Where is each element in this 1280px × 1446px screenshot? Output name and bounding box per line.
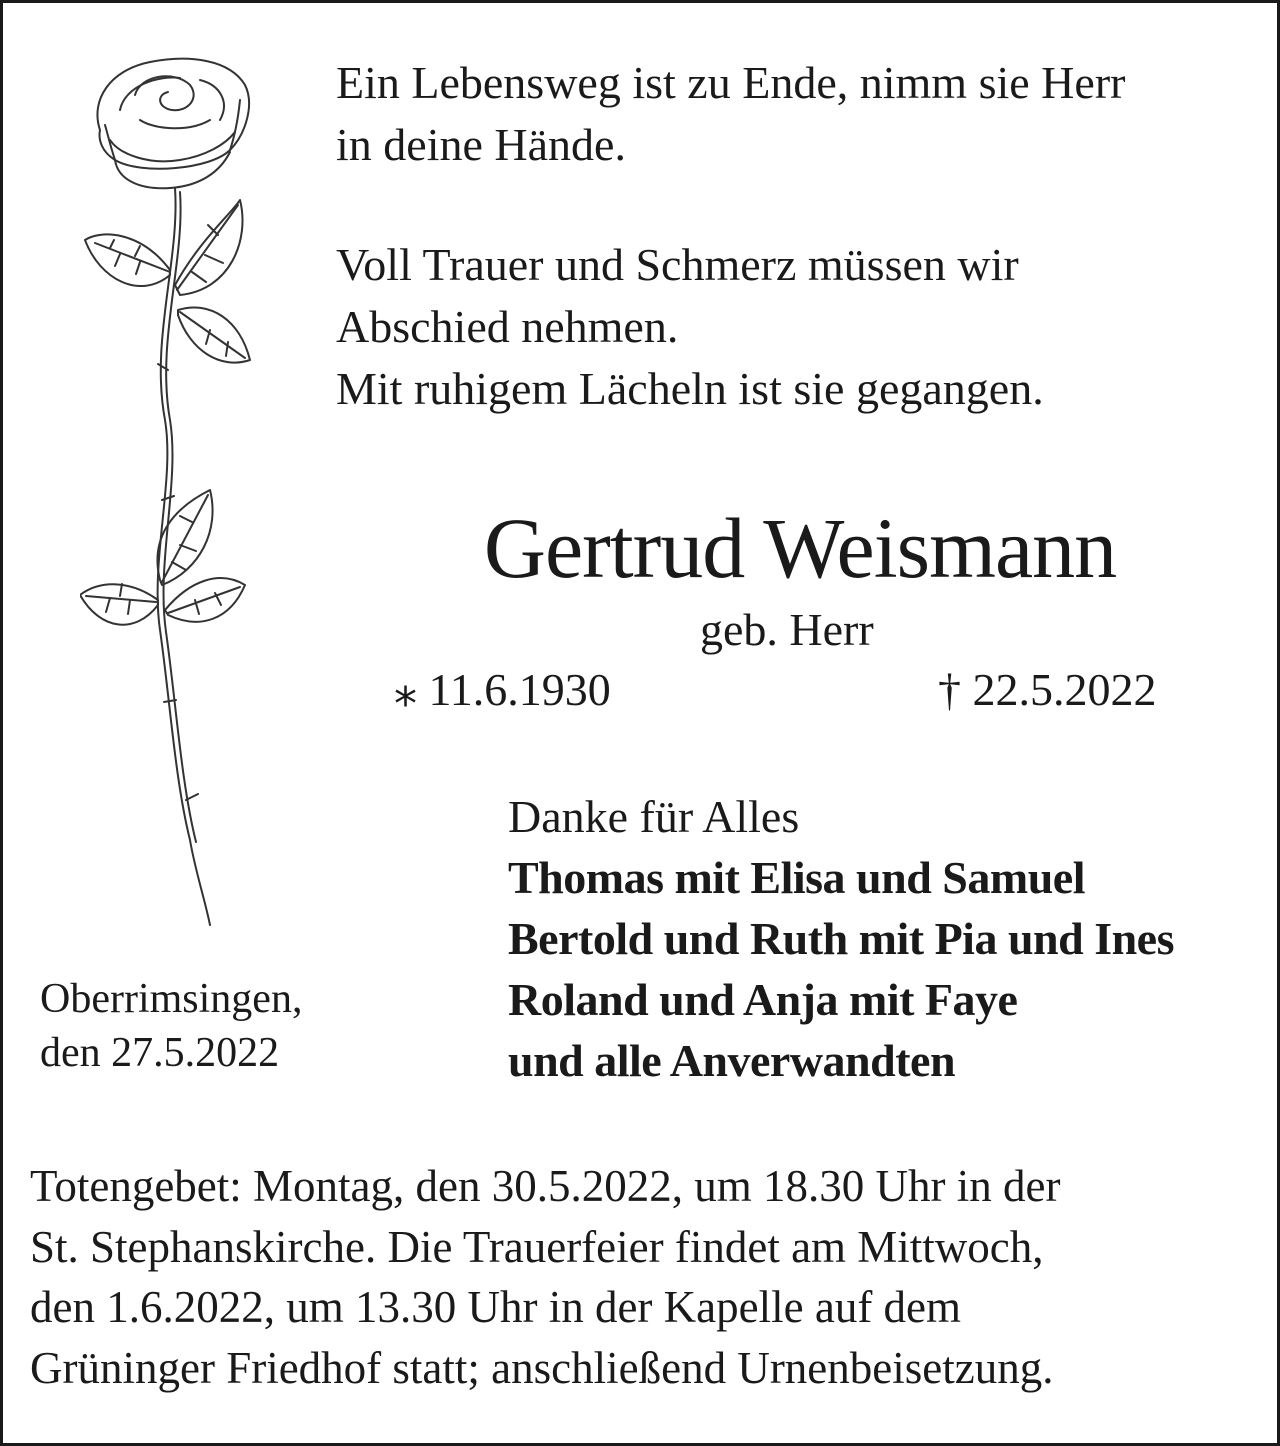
verse-line: Ein Lebensweg ist zu Ende, nimm sie Herr xyxy=(336,57,1126,108)
place-date xyxy=(40,972,302,1080)
death-date: † 22.5.2022 xyxy=(938,664,1157,715)
memorial-verse xyxy=(336,52,1256,420)
service-line: Totengebet: Montag, den 30.5.2022, um 18.30 Uhr in der xyxy=(30,1161,1061,1211)
notice-date: den 27.5.2022 xyxy=(40,1030,280,1076)
verse-line: Abschied nehmen. xyxy=(336,301,679,352)
family-member: und alle Anverwandten xyxy=(508,1035,956,1086)
rose-drawing-icon xyxy=(80,40,270,940)
thanks-line: Danke für Alles xyxy=(508,791,800,842)
family-member: Thomas mit Elisa und Samuel xyxy=(508,852,1085,903)
service-line: St. Stephanskirche. Die Trauerfeier findet am Mittwoch, xyxy=(30,1221,1044,1272)
service-line: Grüninger Friedhof statt; anschließend Urnenbeisetzung. xyxy=(30,1342,1054,1393)
deceased-name: Gertrud Weismann xyxy=(483,500,1117,596)
verse-line: in deine Hände. xyxy=(336,119,626,170)
family-signature xyxy=(508,786,1248,1091)
verse-line: Mit ruhigem Lächeln ist sie gegangen. xyxy=(336,363,1044,414)
family-member: Bertold und Ruth mit Pia und Ines xyxy=(508,913,1174,964)
verse-line: Voll Trauer und Schmerz müssen wir xyxy=(336,239,1019,290)
place: Oberrimsingen, xyxy=(40,976,303,1022)
birth-date: ⁎ 11.6.1930 xyxy=(394,664,611,715)
family-member: Roland und Anja mit Faye xyxy=(508,974,1018,1025)
service-line: den 1.6.2022, um 13.30 Uhr in der Kapelle auf dem xyxy=(30,1282,962,1332)
service-details xyxy=(30,1156,1260,1398)
maiden-name: geb. Herr xyxy=(700,604,874,655)
